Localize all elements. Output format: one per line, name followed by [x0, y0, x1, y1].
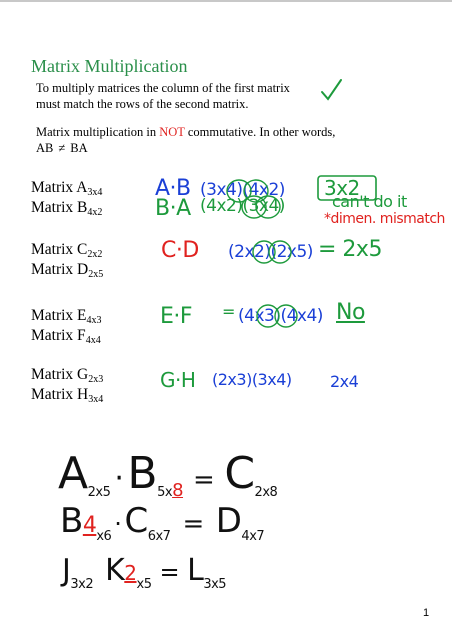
hw-eq2-b-sub-red: 4	[82, 513, 97, 538]
matrix-f-label: Matrix $F_{4x4}$	[31, 327, 101, 346]
hw-ef-result: No	[336, 300, 365, 325]
hw-eq1-b-sub: 5x8	[157, 480, 184, 501]
hw-eq2-eq: =	[182, 509, 204, 539]
hw-eq1-dot: ·	[114, 461, 124, 496]
hw-ba-left: B·A	[155, 196, 191, 221]
matrix-b-label: Matrix $B_{4x2}$	[31, 199, 103, 218]
hw-gh-pair: (2x3)(3x4)	[212, 370, 292, 389]
commutative-after: commutative. In other words,	[184, 125, 336, 139]
hw-eq2-d: D	[215, 501, 242, 541]
hw-cd-left: C·D	[161, 238, 199, 263]
inner-dim-circle-2	[244, 180, 268, 202]
hw-ba-pair: (4x2)(3x4)	[200, 196, 285, 216]
hw-eq1-c: C	[224, 448, 255, 499]
not-equal-symbol: ≠	[58, 141, 66, 155]
hw-ef-pair: (4x3)(4x4)	[238, 306, 323, 326]
hw-eq1-a: A	[58, 448, 88, 499]
hw-eq3-j: J	[62, 553, 71, 588]
hw-eq3-l: L	[187, 553, 204, 588]
hw-ef-left: E·F	[160, 304, 193, 329]
hw-ab-result: 3x2	[324, 176, 360, 200]
intro-line-2: must match the rows of the second matrix.	[36, 97, 249, 111]
intro-line-1: To multiply matrices the column of the first matrix	[36, 81, 290, 95]
hw-eq2-d-sub: 4x7	[241, 529, 265, 544]
not-word: NOT	[159, 125, 185, 139]
check-mark-icon	[322, 80, 341, 99]
hw-gh-left: G·H	[160, 368, 196, 392]
page-title: Matrix Multiplication	[31, 56, 188, 76]
matrix-h-label: Matrix $H_{3x4}$	[31, 386, 104, 405]
hw-eq1-a-sub: 2x5	[87, 485, 111, 500]
hw-eq1-eq: =	[193, 465, 215, 495]
hw-eq2-b: B	[60, 501, 83, 541]
hw-eq3-k-sub: x5	[136, 577, 152, 592]
page-number: 1	[423, 607, 430, 619]
inner-dim-circle-6	[269, 241, 291, 263]
ab-text: AB	[36, 141, 54, 155]
inner-dim-circle-3	[242, 196, 266, 218]
matrix-d-label: Matrix $D_{2x5}$	[31, 261, 104, 280]
result-box	[318, 176, 376, 200]
hw-eq2-c-sub: 6x7	[147, 529, 171, 544]
hw-ab-left: A·B	[155, 176, 191, 201]
hw-eq2-c: C	[124, 501, 148, 541]
hw-eq3-l-sub: 3x5	[203, 577, 227, 592]
hw-eq3-j-sub: 3x2	[70, 577, 94, 592]
hw-eq3-k-sub-red: 2	[124, 561, 137, 585]
hw-eq3-k: K	[105, 553, 125, 588]
matrix-g-label: Matrix $G_{2x3}$	[31, 366, 104, 385]
inner-dim-circle-8	[275, 305, 297, 327]
hw-cd-pair: (2x2)(2x5)	[228, 242, 313, 262]
hw-cd-result: = 2x5	[318, 237, 382, 262]
ba-text: BA	[70, 141, 88, 155]
inner-dim-circle-7	[257, 305, 279, 327]
hw-eq3-eq: =	[159, 558, 180, 586]
hw-eq1-b: B	[127, 448, 158, 499]
hw-ba-note2: *dimen. mismatch	[324, 211, 445, 227]
hw-eq2-b-sub: x6	[96, 529, 112, 544]
inner-dim-circle-4	[256, 196, 280, 218]
hw-ab-pair: (3x4)(4x2)	[200, 180, 285, 200]
hw-eq1-b-sub-red: 8	[172, 480, 184, 501]
hw-gh-result: 2x4	[330, 372, 359, 391]
hw-ba-note1: can't do it	[332, 192, 407, 211]
hw-ef-eq: =	[222, 302, 235, 321]
hw-eq2-dot: ·	[114, 510, 122, 538]
matrix-e-label: Matrix $E_{4x3}$	[31, 307, 102, 326]
matrix-c-label: Matrix $C_{2x2}$	[31, 241, 103, 260]
hw-eq1-c-sub: 2x8	[254, 485, 278, 500]
matrix-a-label: Matrix $A_{3x4}$	[31, 179, 103, 198]
commutative-before: Matrix multiplication in	[36, 125, 160, 139]
